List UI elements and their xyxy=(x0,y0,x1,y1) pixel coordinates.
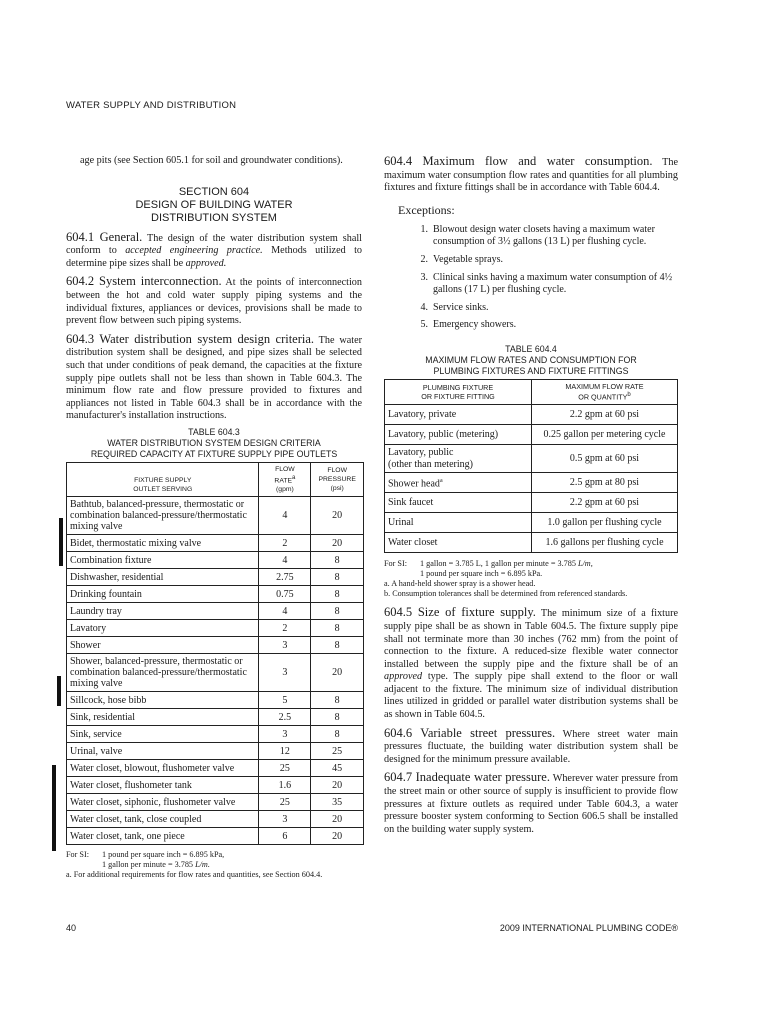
table-cell-pressure: 20 xyxy=(311,811,364,828)
table-row xyxy=(67,777,364,794)
fixture-name: Sink faucet xyxy=(388,497,434,509)
footnote-si xyxy=(66,850,362,860)
exception-text: Blowout design water closets having a maximum water consumption of 3½ gallons (13 L) per flushing cycle. xyxy=(433,223,655,248)
paragraph-heading: 604.7 Inadequate water pressure. xyxy=(384,770,550,785)
exceptions-list xyxy=(384,224,678,332)
table-cell-fixture: Bathtub, balanced-pressure, thermostatic or combination balanced-pressure/thermostatic mixing valve xyxy=(67,497,259,535)
footnote-si: 1 pound per square inch = 6.895 kPa. xyxy=(420,569,543,579)
table-cell-fixture: Sillcock, hose bibb xyxy=(67,692,259,709)
table-cell-rate: 25 xyxy=(259,760,311,777)
paragraph-text: The design of the water distribution system shall conform to xyxy=(66,232,362,257)
section-title: DESIGN OF BUILDING WATER xyxy=(135,198,293,211)
table-row xyxy=(67,552,364,569)
table-cell-pressure: 20 xyxy=(311,497,364,535)
paragraph-text: The minimum size of a fixture supply pipe shall be as shown in Table 604.5. The fixture supply pipe shall not terminate more than 30 inches (762 mm) from the point of connection to the fixture. A reduced-size flexible water connector installed between the supply pipe and the fixture shall be of an xyxy=(384,608,679,670)
exception-text: Emergency showers. xyxy=(433,319,517,331)
paragraph-text: Methods utilized to determine pipe sizes shall be xyxy=(66,245,362,269)
section-title: DISTRIBUTION SYSTEM xyxy=(151,211,277,224)
change-bar xyxy=(59,518,63,566)
exception-text: Service sinks. xyxy=(433,301,489,313)
table-cell-pressure: 20 xyxy=(311,654,364,692)
fixture-name: Shower head xyxy=(388,478,440,490)
table-body xyxy=(67,497,364,845)
table-cell-fixture: Urinal, valve xyxy=(67,743,259,760)
table-cell-rate: 4 xyxy=(259,552,311,569)
section-heading xyxy=(66,186,362,225)
table-caption: PLUMBING FIXTURES AND FIXTURE FITTINGS xyxy=(433,365,629,376)
fixture-name: Urinal xyxy=(388,517,414,529)
table-cell-fixture: Water closet, tank, close coupled xyxy=(67,811,259,828)
table-cell-rate: 3 xyxy=(259,654,311,692)
table-cell-rate: 4 xyxy=(259,603,311,620)
table-cell-rate: 0.75 xyxy=(259,586,311,603)
exceptions-heading: Exceptions: xyxy=(398,202,455,217)
exception-item xyxy=(384,272,678,297)
table-cell-fixture: Drinking fountain xyxy=(67,586,259,603)
table-cell-rate: 2.75 xyxy=(259,569,311,586)
table-row xyxy=(385,473,678,493)
column-header: MAXIMUM FLOW RATE OR QUANTITY$^b$ xyxy=(532,379,678,404)
book-title: 2009 INTERNATIONAL PLUMBING CODE® xyxy=(499,923,678,933)
exception-item xyxy=(384,254,678,267)
table-604-3-title xyxy=(66,427,362,460)
exception-item xyxy=(384,224,678,249)
table-cell-rate: 0.5 gpm at 60 psi xyxy=(532,445,678,473)
table-cell-fixture xyxy=(385,473,532,493)
table-caption: WATER DISTRIBUTION SYSTEM DESIGN CRITERIA xyxy=(107,437,321,448)
column-header: FLOW RATE$^a$ (gpm) xyxy=(259,462,311,496)
paragraph-604-1 xyxy=(66,231,362,271)
table-cell-rate: 1.6 gallons per flushing cycle xyxy=(532,533,678,553)
running-header: WATER SUPPLY AND DISTRIBUTION xyxy=(66,100,237,111)
table-header-row xyxy=(67,462,364,496)
table-cell-fixture: Water closet, flushometer tank xyxy=(67,777,259,794)
section-number: SECTION 604 xyxy=(178,185,250,198)
table-cell-fixture xyxy=(385,445,532,473)
table-cell-rate: 6 xyxy=(259,828,311,845)
table-cell-pressure: 8 xyxy=(311,620,364,637)
table-cell-pressure: 8 xyxy=(311,586,364,603)
footnote-label: For SI: xyxy=(384,559,407,569)
table-cell-pressure: 45 xyxy=(311,760,364,777)
table-row xyxy=(385,493,678,513)
table-cell-fixture xyxy=(385,513,532,533)
right-column xyxy=(384,155,678,836)
left-column xyxy=(66,155,362,880)
table-row xyxy=(67,828,364,845)
paragraph-text: Where street water main pressures fluctuate, the building water distribution system shall be designed for the minimum pressure available. xyxy=(384,728,678,765)
table-row xyxy=(67,637,364,654)
table-row xyxy=(67,743,364,760)
paragraph-text: The water distribution system shall be designed, and pipe sizes shall be selected such that under conditions of peak demand, the capacities at the fixture supply pipe outlets shall not be less than shown in Table 604.3. The minimum flow rate and flow pressure provided to fixtures and appliances not listed in Table 604.3 shall be in accordance with the manufacturer's installation instructions. xyxy=(66,334,362,422)
table-cell-fixture: Dishwasher, residential xyxy=(67,569,259,586)
table-cell-fixture: Water closet, tank, one piece xyxy=(67,828,259,845)
table-cell-rate: 2.2 gpm at 60 psi xyxy=(532,405,678,425)
paragraph-heading: 604.4 Maximum flow and water consumption. xyxy=(384,154,653,168)
column-header: FIXTURE SUPPLY OUTLET SERVING xyxy=(67,462,259,496)
table-604-4 xyxy=(384,379,678,553)
table-row xyxy=(385,425,678,445)
table-cell-fixture xyxy=(385,533,532,553)
page-number: 40 xyxy=(66,923,77,933)
table-row xyxy=(67,726,364,743)
table-number: TABLE 604.4 xyxy=(505,343,557,354)
paragraph-604-7 xyxy=(384,771,678,836)
table-cell-pressure: 8 xyxy=(311,552,364,569)
table-cell-fixture: Water closet, blowout, flushometer valve xyxy=(67,760,259,777)
table-cell-pressure: 8 xyxy=(311,569,364,586)
table-cell-pressure: 8 xyxy=(311,637,364,654)
table-cell-fixture: Sink, service xyxy=(67,726,259,743)
paragraph-text: The maximum water consumption flow rates and quantities for all plumbing fixtures and fixture fittings shall be in accordance with Table 604.4. xyxy=(384,157,679,194)
table-cell-pressure: 35 xyxy=(311,794,364,811)
table-row xyxy=(67,654,364,692)
table-604-4-title xyxy=(384,344,678,377)
change-bar xyxy=(52,765,56,851)
paragraph-text: type. The supply pipe shall extend to the floor or wall adjacent to the fixture. The minimum size of individual distribution lines utilized in gridded or parallel water distribution systems shall be as shown in Table 604.5. xyxy=(384,671,678,721)
table-cell-pressure: 20 xyxy=(311,777,364,794)
table-body xyxy=(385,405,678,553)
table-cell-pressure: 8 xyxy=(311,603,364,620)
paragraph-heading: 604.2 System interconnection. xyxy=(66,274,222,289)
table-cell-pressure: 8 xyxy=(311,709,364,726)
footnote-a: a. A hand-held shower spray is a shower head. xyxy=(384,579,536,589)
table-row xyxy=(67,497,364,535)
table-row xyxy=(67,586,364,603)
table-cell-rate: 4 xyxy=(259,497,311,535)
table-cell-rate: 2.5 gpm at 80 psi xyxy=(532,473,678,493)
fixture-name: Lavatory, public (metering) xyxy=(388,429,499,441)
table-row xyxy=(67,620,364,637)
table-604-4-footnotes xyxy=(384,559,678,599)
table-cell-rate: 25 xyxy=(259,794,311,811)
footnote-text: 1 gallon = 3.785 L, 1 gallon per minute = 3.785 L/m, xyxy=(420,559,593,569)
paragraph-604-3 xyxy=(66,333,362,423)
table-row xyxy=(67,760,364,777)
table-cell-rate: 3 xyxy=(259,811,311,828)
fixture-name: Lavatory, private xyxy=(388,409,457,421)
table-cell-rate: 5 xyxy=(259,692,311,709)
table-cell-pressure: 25 xyxy=(311,743,364,760)
paragraph-text: At the points of interconnection between the hot and cold water supply piping systems and the individual fixtures, appliances or devices, provisions shall be made to prevent flow between such piping systems. xyxy=(66,277,362,327)
paragraph-heading: 604.6 Variable street pressures. xyxy=(384,725,556,740)
table-header-row xyxy=(385,379,678,404)
footnote-b: b. Consumption tolerances shall be determined from referenced standards. xyxy=(384,589,628,599)
footnote-si: 1 gallon per minute = 3.785 L/m. xyxy=(102,860,210,870)
footnote-marker: a xyxy=(439,477,443,484)
table-cell-fixture: Laundry tray xyxy=(67,603,259,620)
table-cell-fixture xyxy=(385,425,532,445)
table-caption: REQUIRED CAPACITY AT FIXTURE SUPPLY PIPE OUTLETS xyxy=(90,448,338,459)
exception-text: Vegetable sprays. xyxy=(433,253,503,265)
paragraph-604-4 xyxy=(384,155,678,195)
paragraph-604-2 xyxy=(66,275,362,327)
paragraph-heading: 604.3 Water distribution system design criteria. xyxy=(66,331,315,346)
exception-number: 1. xyxy=(420,223,428,235)
fixture-name: Lavatory, public (other than metering) xyxy=(388,447,473,470)
table-604-3 xyxy=(66,462,364,845)
exception-number: 4. xyxy=(420,301,428,313)
table-row xyxy=(67,692,364,709)
paragraph-604-6 xyxy=(384,727,678,767)
table-row xyxy=(67,535,364,552)
table-cell-pressure: 20 xyxy=(311,828,364,845)
exception-item xyxy=(384,319,678,332)
table-cell-pressure: 20 xyxy=(311,535,364,552)
table-row xyxy=(67,811,364,828)
fixture-name: Water closet xyxy=(388,537,438,549)
table-row xyxy=(385,405,678,425)
footnote-label: For SI: xyxy=(66,850,89,860)
paragraph-text: Wherever water pressure from the street main or other source of supply is insufficient to provide flow pressures at fixture outlets as required under Table 604.3, a water pressure booster system conforming to Section 606.5 shall be installed on the building water supply system. xyxy=(384,773,678,835)
emphasis-text: approved xyxy=(384,671,423,683)
paragraph-604-5 xyxy=(384,606,678,721)
table-cell-fixture: Shower, balanced-pressure, thermostatic or combination balanced-pressure/thermostatic mixing valve xyxy=(67,654,259,692)
change-bar xyxy=(57,676,61,706)
exception-text: Clinical sinks having a maximum water consumption of 4½ gallons (17 L) per flushing cycle. xyxy=(433,271,673,296)
table-cell-rate: 2.2 gpm at 60 psi xyxy=(532,493,678,513)
column-header: PLUMBING FIXTURE OR FIXTURE FITTING xyxy=(385,379,532,404)
table-row xyxy=(385,513,678,533)
table-cell-rate: 3 xyxy=(259,726,311,743)
table-row xyxy=(67,569,364,586)
emphasis-text: approved. xyxy=(185,257,227,269)
table-cell-rate: 12 xyxy=(259,743,311,760)
exception-number: 2. xyxy=(420,253,428,265)
exception-number: 5. xyxy=(420,319,428,331)
table-cell-pressure: 8 xyxy=(311,726,364,743)
table-cell-fixture xyxy=(385,493,532,513)
emphasis-text: accepted engineering practice. xyxy=(125,245,263,257)
table-cell-fixture: Bidet, thermostatic mixing valve xyxy=(67,535,259,552)
table-cell-rate: 1.0 gallon per flushing cycle xyxy=(532,513,678,533)
table-cell-rate: 3 xyxy=(259,637,311,654)
exception-number: 3. xyxy=(420,271,428,283)
footnote-a: a. For additional requirements for flow rates and quantities, see Section 604.4. xyxy=(66,870,323,880)
footnote-si xyxy=(384,559,678,569)
intro-text: age pits (see Section 605.1 for soil and groundwater conditions). xyxy=(80,155,343,166)
column-header: FLOW PRESSURE (psi) xyxy=(311,462,364,496)
table-row xyxy=(385,445,678,473)
table-row xyxy=(67,709,364,726)
table-cell-fixture xyxy=(385,405,532,425)
table-cell-rate: 2 xyxy=(259,620,311,637)
table-cell-fixture: Water closet, siphonic, flushometer valve xyxy=(67,794,259,811)
table-cell-rate: 0.25 gallon per metering cycle xyxy=(532,425,678,445)
exception-item xyxy=(384,302,678,315)
paragraph-heading: 604.1 General. xyxy=(66,229,143,244)
table-caption: MAXIMUM FLOW RATES AND CONSUMPTION FOR xyxy=(425,354,637,365)
footnote-text: 1 pound per square inch = 6.895 kPa, xyxy=(102,850,225,860)
table-number: TABLE 604.3 xyxy=(188,426,240,437)
table-cell-rate: 2.5 xyxy=(259,709,311,726)
table-cell-rate: 1.6 xyxy=(259,777,311,794)
table-cell-fixture: Shower xyxy=(67,637,259,654)
paragraph-heading: 604.5 Size of fixture supply. xyxy=(384,605,536,620)
table-cell-fixture: Combination fixture xyxy=(67,552,259,569)
table-cell-fixture: Lavatory xyxy=(67,620,259,637)
table-cell-pressure: 8 xyxy=(311,692,364,709)
table-row xyxy=(385,533,678,553)
table-cell-fixture: Sink, residential xyxy=(67,709,259,726)
table-row xyxy=(67,794,364,811)
table-row xyxy=(67,603,364,620)
table-cell-rate: 2 xyxy=(259,535,311,552)
table-604-3-footnotes xyxy=(66,850,362,880)
